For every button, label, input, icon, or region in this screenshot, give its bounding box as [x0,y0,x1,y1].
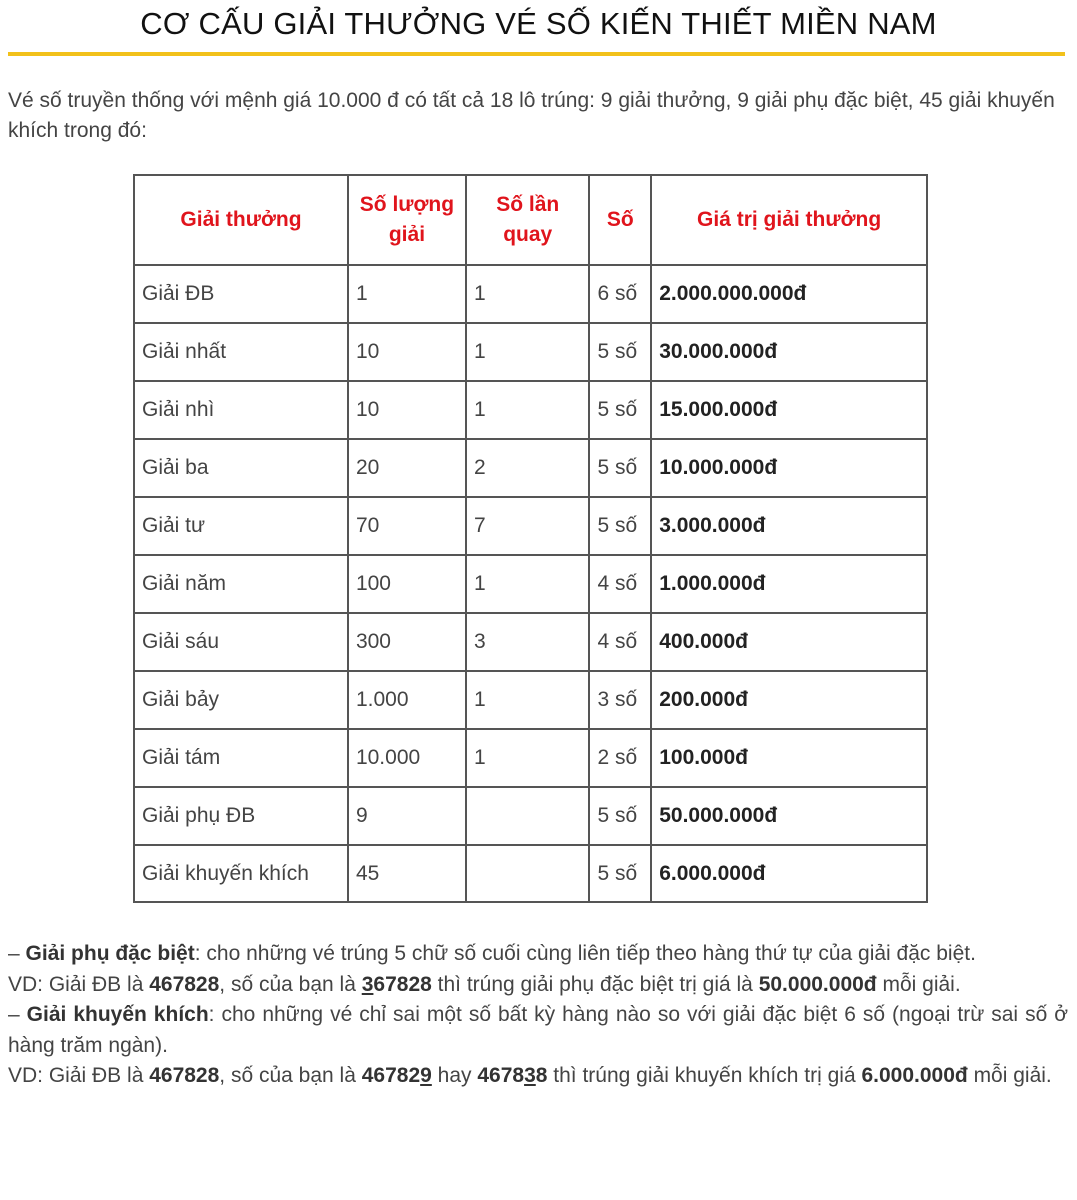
note-term: Giải khuyến khích [26,1003,209,1026]
table-row [134,497,927,555]
cell-prize-name: Giải năm [134,555,348,613]
cell-prize-name: Giải bảy [134,671,348,729]
note-dash: – [8,1003,27,1026]
cell-value: 50.000.000đ [651,787,927,845]
cell-digits: 4 số [589,555,651,613]
cell-prize-name: Giải tư [134,497,348,555]
cell-digits: 5 số [589,323,651,381]
cell-draws: 7 [466,497,590,555]
cell-digits: 3 số [589,671,651,729]
cell-quantity: 1 [348,265,466,323]
cell-draws: 1 [466,729,590,787]
cell-value: 400.000đ [651,613,927,671]
table-row [134,555,927,613]
example-text: mỗi giải. [876,972,961,996]
number-part: 8 [535,1064,548,1087]
example-your-number-2 [477,1064,547,1087]
cell-digits: 4 số [589,613,651,671]
note-text: : cho những vé trúng 5 chữ số cuối cùng liên tiếp theo hàng thứ tự của giải đặc biệt. [194,942,976,965]
note-dash: – [8,942,26,965]
note-example-1 [8,970,1068,1001]
table-row [134,323,927,381]
cell-prize-name: Giải khuyến khích [134,845,348,902]
example-text: hay [431,1064,478,1087]
cell-digits: 5 số [589,787,651,845]
table-row [134,729,927,787]
example-text: VD: Giải ĐB là [8,972,150,996]
table-row [134,439,927,497]
cell-prize-name: Giải nhất [134,323,348,381]
note-example-2 [8,1061,1068,1092]
intro-paragraph: Vé số truyền thống với mệnh giá 10.000 đ có tất cả 18 lô trúng: 9 giải thưởng, 9 giải phụ đặc biệt, 45 giải khuyến khích trong đó: [8,89,1055,142]
example-text: , số của bạn là [219,1064,362,1087]
cell-value: 1.000.000đ [651,555,927,613]
cell-prize-name: Giải ba [134,439,348,497]
header-digits: Số [589,175,651,265]
cell-quantity: 45 [348,845,466,902]
cell-draws: 3 [466,613,590,671]
cell-digits: 5 số [589,381,651,439]
cell-quantity: 10 [348,381,466,439]
table-row [134,671,927,729]
cell-prize-name: Giải phụ ĐB [134,787,348,845]
cell-value: 2.000.000.000đ [651,265,927,323]
table-row [134,381,927,439]
note-encouragement [8,1000,1068,1061]
cell-digits: 5 số [589,845,651,902]
number-part: 46782 [361,1064,421,1087]
cell-value: 200.000đ [651,671,927,729]
table-row [134,265,927,323]
example-text: thì trúng giải khuyến khích trị giá [547,1064,862,1087]
cell-value: 6.000.000đ [651,845,927,902]
underlined-digit: 3 [524,1064,536,1087]
cell-draws [466,787,590,845]
cell-prize-name: Giải tám [134,729,348,787]
example-text: mỗi giải. [967,1064,1052,1087]
cell-draws: 1 [466,381,590,439]
number-rest: 67828 [373,972,432,996]
example-text: thì trúng giải phụ đặc biệt trị giá là [431,972,759,996]
header-value: Giá trị giải thưởng [651,175,927,265]
cell-digits: 5 số [589,439,651,497]
cell-digits: 6 số [589,265,651,323]
cell-draws [466,845,590,902]
table-row [134,787,927,845]
header-draws: Số lần quay [466,175,590,265]
note-special-consolation [8,939,1068,970]
cell-draws: 1 [466,671,590,729]
example-amount: 6.000.000đ [861,1064,968,1087]
cell-value: 10.000.000đ [651,439,927,497]
table-header-row [134,175,927,265]
table-row [134,845,927,902]
cell-quantity: 20 [348,439,466,497]
cell-value: 100.000đ [651,729,927,787]
cell-quantity: 1.000 [348,671,466,729]
cell-draws: 1 [466,555,590,613]
header-prize: Giải thưởng [134,175,348,265]
example-your-number-1 [362,1064,432,1087]
note-term: Giải phụ đặc biệt [25,942,195,965]
cell-draws: 1 [466,265,590,323]
prize-table [133,174,928,903]
cell-value: 30.000.000đ [651,323,927,381]
cell-prize-name: Giải ĐB [134,265,348,323]
example-text: , số của bạn là [219,972,362,996]
cell-quantity: 10.000 [348,729,466,787]
example-your-number [362,973,432,996]
cell-quantity: 10 [348,323,466,381]
cell-value: 3.000.000đ [651,497,927,555]
table-row [134,613,927,671]
cell-quantity: 300 [348,613,466,671]
example-text: VD: Giải ĐB là [8,1064,150,1087]
cell-quantity: 100 [348,555,466,613]
number-part: 4678 [477,1064,525,1087]
notes-section [8,939,1068,1092]
underlined-digit: 9 [420,1064,432,1087]
title-underline [8,52,1065,56]
header-quantity: Số lượng giải [348,175,466,265]
cell-quantity: 70 [348,497,466,555]
example-jackpot-number: 467828 [149,1064,220,1087]
cell-prize-name: Giải sáu [134,613,348,671]
example-jackpot-number: 467828 [149,972,220,996]
cell-digits: 5 số [589,497,651,555]
cell-prize-name: Giải nhì [134,381,348,439]
prize-table-body [134,265,927,902]
cell-draws: 1 [466,323,590,381]
cell-quantity: 9 [348,787,466,845]
example-amount: 50.000.000đ [758,972,877,996]
underlined-digit: 3 [361,972,374,996]
cell-draws: 2 [466,439,590,497]
cell-digits: 2 số [589,729,651,787]
cell-value: 15.000.000đ [651,381,927,439]
page-title: CƠ CẤU GIẢI THƯỞNG VÉ SỐ KIẾN THIẾT MIỀN NAM [140,6,937,41]
note-text: : cho những vé chỉ sai một số bất kỳ hàng nào so với giải đặc biệt 6 số (ngoại trừ sai số ở hàng trăm ngàn). [8,1003,1068,1057]
